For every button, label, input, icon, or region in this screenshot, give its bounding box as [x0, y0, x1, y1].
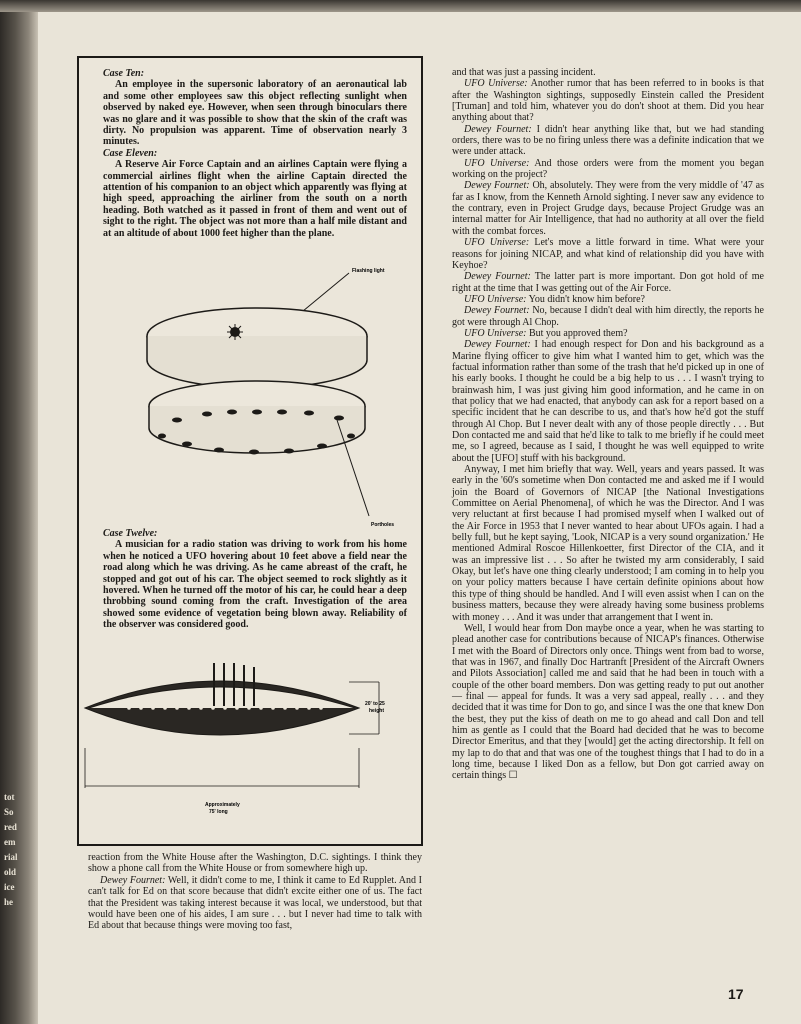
interview-right-column — [452, 67, 764, 782]
speaker-label: UFO Universe: — [464, 78, 528, 90]
paragraph-text: But you approved them? — [526, 327, 628, 339]
paragraph-text: The latter part is more important. Don got hold of me right at the time that I was getting out of the Air Force. — [452, 271, 764, 294]
speaker-label: Dewey Fournet: — [464, 123, 532, 135]
sidebar-text-bottom — [103, 528, 407, 631]
paragraph-text: You didn't know him before? — [526, 293, 645, 305]
speaker-label: Dewey Fournet: — [100, 874, 166, 886]
height-label-2: height — [369, 708, 384, 714]
paragraph-text: Oh, absolutely. They were from the very middle of '47 as far as I know, from the Kenneth Arnold sighting. I never saw any evidence to the contrary, even in Project Grudge days, because Project Grudge was an internal matter for Air Intelligence, that had no authority at all over the field with the combat forces. — [452, 180, 764, 237]
paragraph-text: I had enough respect for Don and his background as a Marine flying officer to give him what I wanted him to get, which was the factual information rather than some of the trash that he'd picked up in one of his early books. I thought he could be a big help to us . . . I wasn't trying to brainwash him, I was just giving him good information, and he came in on that policy that we had enacted, that anybody can ask for a report based on a specific incident that he can describe to us, and that's how he'd got the stuff through Al Chop. But I never dealt with any of those people directly . . . But Don contacted me and said that he'd like to talk to me briefly if he could meet me, so I agreed, because as I said, I thought he was well equipped to write about the [UFO] stuff with his background. — [452, 339, 764, 464]
paragraph-text: I didn't hear anything like that, but we had standing orders, there was to be no firing unless there was a definite indication that we were under attack. — [452, 123, 764, 158]
upper-disc-icon — [147, 308, 367, 388]
case-eleven — [103, 148, 407, 239]
right-para — [452, 623, 764, 782]
speaker-label: UFO Universe: — [464, 157, 530, 169]
case-ten-heading: Case Ten: — [103, 68, 145, 79]
edge-snippet: red — [4, 822, 17, 832]
right-para — [452, 78, 764, 123]
right-para — [452, 180, 764, 237]
paragraph-text: And those orders were from the moment you began working on the project? — [452, 157, 764, 181]
edge-snippet: ice — [4, 882, 15, 892]
case-sidebar-box — [77, 56, 423, 846]
case-twelve — [103, 528, 407, 631]
cigar-craft-icon — [85, 663, 359, 735]
paragraph-text: Well, it didn't come to me, I think it came to Ed Rupplet. And I can't talk for Ed on that score because that didn't excite either one of us. The fact that the President was taking interest because it was local, we understood, but that would have been one of his aides, I am sure . . . but I never had time to talk with Ed about that because things were moving too fast, — [88, 874, 422, 932]
page-top-edge — [0, 0, 801, 12]
length-label-2: 75' long — [209, 809, 228, 815]
paragraph-text: Another rumor that has been referred to in books is that after the Washington sightings, supposedly Einstein called the President [Truman] and told him, whatever you do don't shoot at them. Did you hear anything about that? — [452, 78, 765, 124]
edge-snippet: he — [4, 897, 13, 907]
speaker-label: UFO Universe: — [464, 327, 527, 339]
case-twelve-heading: Case Twelve: — [103, 528, 158, 539]
case-eleven-text: A Reserve Air Force Captain and an airlines Captain were flying a commercial airlines flight when the airline Captain directed the attention of his companion to an object which apparently was flying at high speed, approaching the airliner from the south on a north heading. Both watched as it passed in front of them and went out of sight to the right. The object was not more than a half mile distant and at an altitude of about 1000 feet higher than the plane. — [103, 159, 407, 239]
sidebar-text-top — [103, 68, 407, 239]
right-para — [452, 158, 764, 181]
right-para — [452, 328, 764, 339]
edge-snippet: old — [4, 867, 17, 877]
lower-disc-icon — [149, 381, 365, 455]
paragraph-text: No, because I didn't deal with him directly, the reports he got were through Al Chop. — [452, 305, 764, 328]
height-label-1: 20' to 25 — [365, 701, 385, 707]
paragraph-text: Well, I would hear from Don maybe once a year, when he was starting to plead another case for contributions because of NICAP's finances. Otherwise I met with the Board of Directors only once. Things went from bad to worse, that was in 1967, and finally Doc Hartranft [President of the Aircraft Owners and Pilots Association] called me and said that he had been in touch with a couple of the other board members. Don was getting ready to put out another — final — appeal for funds. It was a very sad appeal, really . . . and they decided that it was time for Don to go, and since I was the one that knew Don the best, they put the kiss of death on me to go ahead and call Don and tell him as gentle as I could that the Board had decided that he was to become Director Emeritus, and that they [would] get the acting directorship. It fell on my lap to do that and that was one of the toughest things that I had to do in a long time, because I liked Don as a fellow, but Don got carried away on certain things ☐ — [452, 622, 764, 782]
left-para-1: reaction from the White House after the Washington, D.C. sightings. I think they show a phone call from the White House or from somewhere high up. — [88, 852, 422, 875]
paragraph-text: Let's move a little forward in time. What were your reasons for joining NICAP, and what kind of relationship did you have with Keyhoe? — [452, 237, 764, 271]
edge-snippet: rial — [4, 852, 18, 862]
right-para — [452, 271, 764, 294]
speaker-label: UFO Universe: — [464, 237, 530, 249]
speaker-label: UFO Universe: — [464, 293, 527, 305]
right-para — [452, 464, 764, 623]
page-number: 17 — [728, 986, 744, 1002]
speaker-label: Dewey Fournet: — [464, 271, 531, 283]
edge-snippet: So — [4, 807, 14, 817]
cigar-craft-illustration-figure — [79, 658, 424, 848]
right-para — [452, 339, 764, 464]
case-ten — [103, 68, 407, 148]
case-twelve-text: A musician for a radio station was driving to work from his home when he noticed a UFO hovering about 10 feet above a field near the road along which he was driving. As he came abreast of the craft, he stopped and got out of his car. The object seemed to rock slightly as it hovered. When he turned off the motor of his car, he could hear a deep throbbing sound coming from the craft. Investigation of the area showed some evidence of vegetation being blown away. Reliability of the observer was considered good. — [103, 539, 407, 631]
right-para — [452, 294, 764, 305]
left-para-2 — [88, 875, 422, 932]
adjacent-page-text — [4, 790, 36, 910]
right-para — [452, 305, 764, 328]
portholes-label: Portholes — [371, 522, 395, 528]
paragraph-text: and that was just a passing incident. — [452, 67, 596, 78]
speaker-label: Dewey Fournet: — [464, 180, 530, 192]
speaker-label: Dewey Fournet: — [464, 339, 531, 351]
edge-snippet: tot — [4, 792, 15, 802]
right-para — [452, 237, 764, 271]
length-label-1: Approximately — [205, 802, 240, 808]
case-eleven-heading: Case Eleven: — [103, 147, 158, 159]
case-ten-text: An employee in the supersonic laboratory of an aeronautical lab and some other employees saw this object reflecting sunlight when observed by naked eye. However, when seen through binoculars there was no glare and it was possible to show that the skin of the craft was dirty. No propulsion was apparent. Time of observation nearly 3 minutes. — [103, 79, 407, 148]
saucer-illustration-figure — [137, 268, 407, 533]
flashing-light-label: Flashing light — [352, 268, 385, 274]
paragraph-text: Anyway, I met him briefly that way. Well, years and years passed. It was early in the '60's sometime when Don contacted me and asked me if I would join the Board of Governors of NICAP [the National Investigations Committee on Aerial Phenomena], of which he was the Director. And I was very reluctant at first because I had promised myself when I walked out of the Air Force in 1953 that I never wanted to hear about UFOs again. I had a belly full, but he kept saying, 'Look, NICAP is a very sound organization.' He mentioned Admiral Roscoe Hillenkoetter, first Director of the CIA, and it was an impressive list . . . So after he twisted my arm considerably, I said Okay, but let's have one thing clearly understood; I am coming in to help you on your policy matters because I have certain definite opinions about how this type of thing should be handled. And I will even assist when I can on the business matters, because they were already having some business problems with money . . . And it was under that arrangement that I went in. — [452, 464, 764, 623]
right-para — [452, 124, 764, 158]
interview-left-column — [88, 852, 422, 932]
right-para — [452, 67, 764, 78]
speaker-label: Dewey Fournet: — [464, 305, 530, 317]
edge-snippet: em — [4, 837, 16, 847]
